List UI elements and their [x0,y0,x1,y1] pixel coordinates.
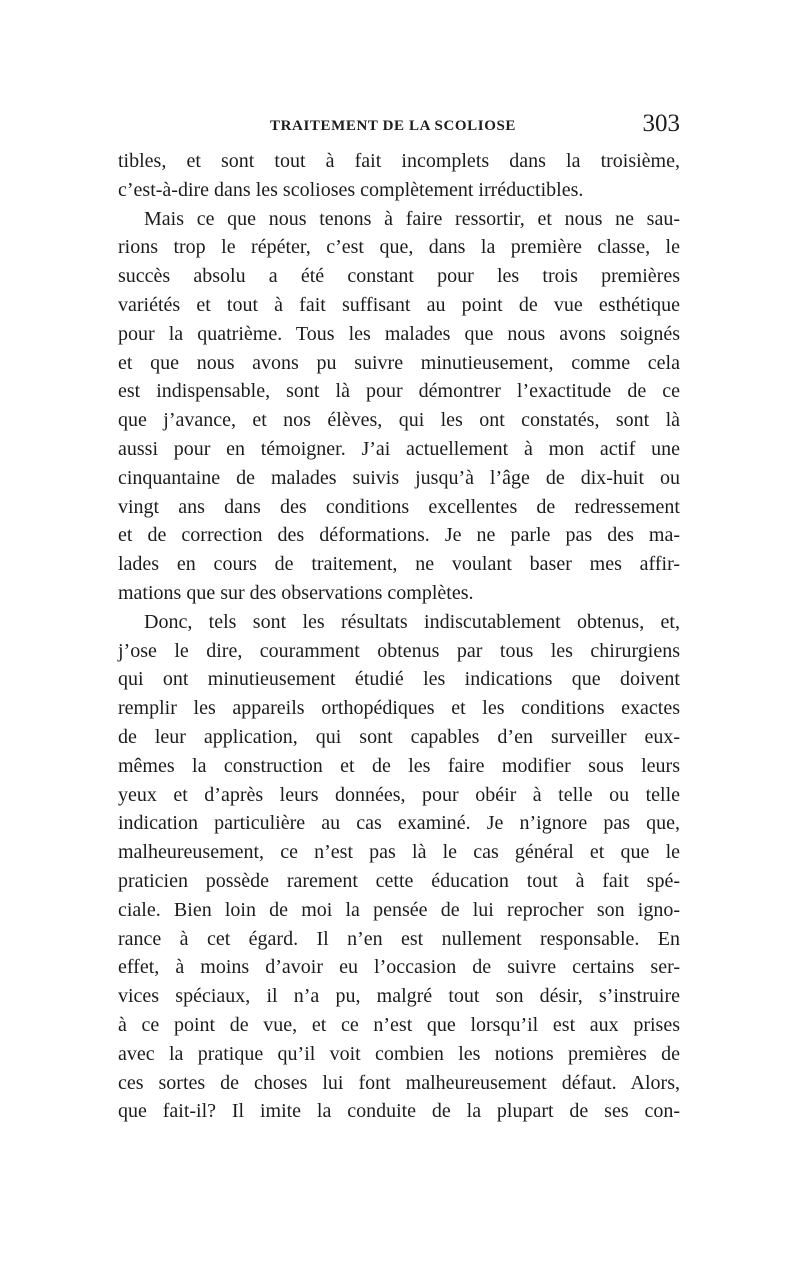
text-line: que j’avance, et nos élèves, qui les ont constatés, sont là [118,409,680,432]
text-line: et que nous avons pu suivre minutieusement, comme cela [118,351,680,374]
text-line: remplir les appareils orthopédiques et les conditions exactes [118,697,680,720]
text-line: succès absolu a été constant pour les trois premières [118,265,680,288]
running-head [118,112,680,142]
text-line: que fait-il? Il imite la conduite de la plupart de ses con- [118,1100,680,1123]
text-line: rance à cet égard. Il n’en est nullement responsable. En [118,927,680,950]
page-number: 303 [642,110,680,137]
text-line: avec la pratique qu’il voit combien les notions premières de [118,1042,680,1065]
running-title: TRAITEMENT DE LA SCOLIOSE [270,118,517,134]
text-line: effet, à moins d’avoir eu l’occasion de suivre certains ser- [118,956,680,979]
text-line: ciale. Bien loin de moi la pensée de lui reprocher son igno- [118,898,680,921]
text-line: j’ose le dire, couramment obtenus par tous les chirurgiens [118,639,680,662]
text-line: et de correction des déformations. Je ne parle pas des ma- [118,524,680,547]
text-line: à ce point de vue, et ce n’est que lorsqu’il est aux prises [118,1013,680,1036]
text-line: mêmes la construction et de les faire modifier sous leurs [118,754,680,777]
text-line: yeux et d’après leurs données, pour obéir à telle ou telle [118,783,680,806]
text-line: vices spéciaux, il n’a pu, malgré tout son désir, s’instruire [118,985,680,1008]
text-line: qui ont minutieusement étudié les indications que doivent [118,668,680,691]
text-line: variétés et tout à fait suffisant au point de vue esthétique [118,293,680,316]
paragraph-first-line: Mais ce que nous tenons à faire ressortir, et nous ne sau- [144,207,680,230]
text-line: ces sortes de choses lui font malheureusement défaut. Alors, [118,1071,680,1094]
text-line: vingt ans dans des conditions excellentes de redressement [118,495,680,518]
text-line: praticien possède rarement cette éducation tout à fait spé- [118,869,680,892]
text-line: pour la quatrième. Tous les malades que nous avons soignés [118,322,680,345]
paragraph-first-line: Donc, tels sont les résultats indiscutablement obtenus, et, [144,610,680,633]
text-line: malheureusement, ce n’est pas là le cas général et que le [118,841,680,864]
text-line: est indispensable, sont là pour démontrer l’exactitude de ce [118,380,680,403]
body-text [118,147,680,1126]
text-line: lades en cours de traitement, ne voulant baser mes affir- [118,553,680,576]
text-line: tibles, et sont tout à fait incomplets dans la troisième, [118,150,680,172]
text-line: mations que sur des observations complètes. [118,581,474,604]
text-line: cinquantaine de malades suivis jusqu’à l’âge de dix-huit ou [118,466,680,489]
text-line: c’est-à-dire dans les scolioses complètement irréductibles. [118,178,584,201]
text-line: de leur application, qui sont capables d’en surveiller eux- [118,725,680,748]
text-line: rions trop le répéter, c’est que, dans la première classe, le [118,236,680,259]
text-line: indication particulière au cas examiné. Je n’ignore pas que, [118,812,680,835]
text-line: aussi pour en témoigner. J’ai actuellement à mon actif une [118,437,680,460]
